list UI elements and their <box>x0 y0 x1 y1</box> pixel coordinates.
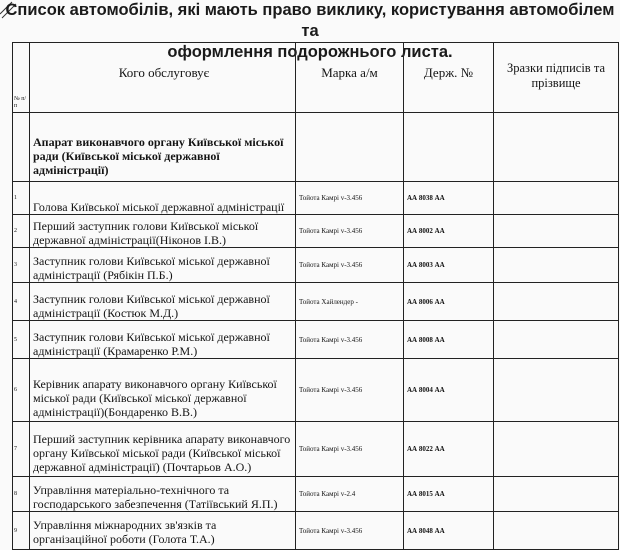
vehicles-table <box>12 42 619 550</box>
header-num: № п/п <box>13 43 30 113</box>
row-signature <box>494 283 619 321</box>
row-num: 1 <box>13 182 30 215</box>
row-who: Голова Київської міської державної адміністрації <box>30 182 296 215</box>
row-brand: Тойота Камрі v-3.456 <box>296 248 404 283</box>
row-num: 2 <box>13 215 30 248</box>
row-who: Перший заступник керівника апарату виконавчого органу Київської міської ради (Київської міської державної адміністрації) (Почтарьов А.О.) <box>30 422 296 477</box>
row-num: 6 <box>13 359 30 422</box>
row-signature <box>494 215 619 248</box>
section-row <box>13 113 619 182</box>
row-plate: АА 8003 АА <box>404 248 494 283</box>
row-who: Управління міжнародних зв'язків та організаційної роботи (Голота Т.А.) <box>30 512 296 550</box>
row-num: 3 <box>13 248 30 283</box>
table-row <box>13 215 619 248</box>
row-signature <box>494 182 619 215</box>
table-row <box>13 422 619 477</box>
table-row <box>13 248 619 283</box>
row-who: Заступник голови Київської міської державної адміністрації (Крамаренко Р.М.) <box>30 321 296 359</box>
row-brand: Тойота Камрі v-3.456 <box>296 182 404 215</box>
row-who: Управління матеріально-технічного та господарського забезпечення (Татіївський Я.П.) <box>30 477 296 512</box>
header-brand: Марка а/м <box>296 43 404 113</box>
row-who: Заступник голови Київської міської державної адміністрації (Костюк М.Д.) <box>30 283 296 321</box>
row-plate: АА 8015 АА <box>404 477 494 512</box>
row-plate: АА 8038 АА <box>404 182 494 215</box>
row-signature <box>494 248 619 283</box>
table-row <box>13 283 619 321</box>
header-who: Кого обслуговує <box>30 43 296 113</box>
row-signature <box>494 359 619 422</box>
row-num: 7 <box>13 422 30 477</box>
row-brand: Тойота Камрі v-3.456 <box>296 422 404 477</box>
row-signature <box>494 477 619 512</box>
row-plate: АА 8022 АА <box>404 422 494 477</box>
section-title: Апарат виконавчого органу Київської міської ради (Київської міської державної адміністрації) <box>30 113 296 182</box>
table-row <box>13 182 619 215</box>
header-plate: Держ. № <box>404 43 494 113</box>
table-row <box>13 321 619 359</box>
header-row <box>13 43 619 113</box>
row-plate: АА 8048 АА <box>404 512 494 550</box>
row-brand: Тойота Камрі v-3.456 <box>296 215 404 248</box>
row-plate: АА 8002 АА <box>404 215 494 248</box>
row-plate: АА 8006 АА <box>404 283 494 321</box>
row-brand: Тойота Камрі v-3.456 <box>296 321 404 359</box>
row-num: 8 <box>13 477 30 512</box>
row-brand: Тойота Камрі v-3.456 <box>296 512 404 550</box>
row-num: 4 <box>13 283 30 321</box>
row-signature <box>494 512 619 550</box>
header-signatures: Зразки підписів та прізвище <box>494 43 619 113</box>
title-line-1: Список автомобілів, які мають право виклику, користування автомобілем та <box>5 1 615 40</box>
table-row <box>13 477 619 512</box>
row-plate: АА 8008 АА <box>404 321 494 359</box>
row-signature <box>494 422 619 477</box>
row-signature <box>494 321 619 359</box>
row-plate: АА 8004 АА <box>404 359 494 422</box>
title-line-2: оформлення подорожнього листа. <box>167 43 453 61</box>
row-brand: Тойота Камрі v-3.456 <box>296 359 404 422</box>
row-brand: Тойота Камрі v-2.4 <box>296 477 404 512</box>
row-who: Керівник апарату виконавчого органу Київської міської ради (Київської міської державної адміністрації)(Бондаренко В.В.) <box>30 359 296 422</box>
row-brand: Тойота Хайлендер - <box>296 283 404 321</box>
row-who: Заступник голови Київської міської державної адміністрації (Рябікін П.Б.) <box>30 248 296 283</box>
table-row <box>13 512 619 550</box>
row-num: 5 <box>13 321 30 359</box>
row-who: Перший заступник голови Київської міської державної адміністрації(Ніконов І.В.) <box>30 215 296 248</box>
row-num: 9 <box>13 512 30 550</box>
table-row <box>13 359 619 422</box>
